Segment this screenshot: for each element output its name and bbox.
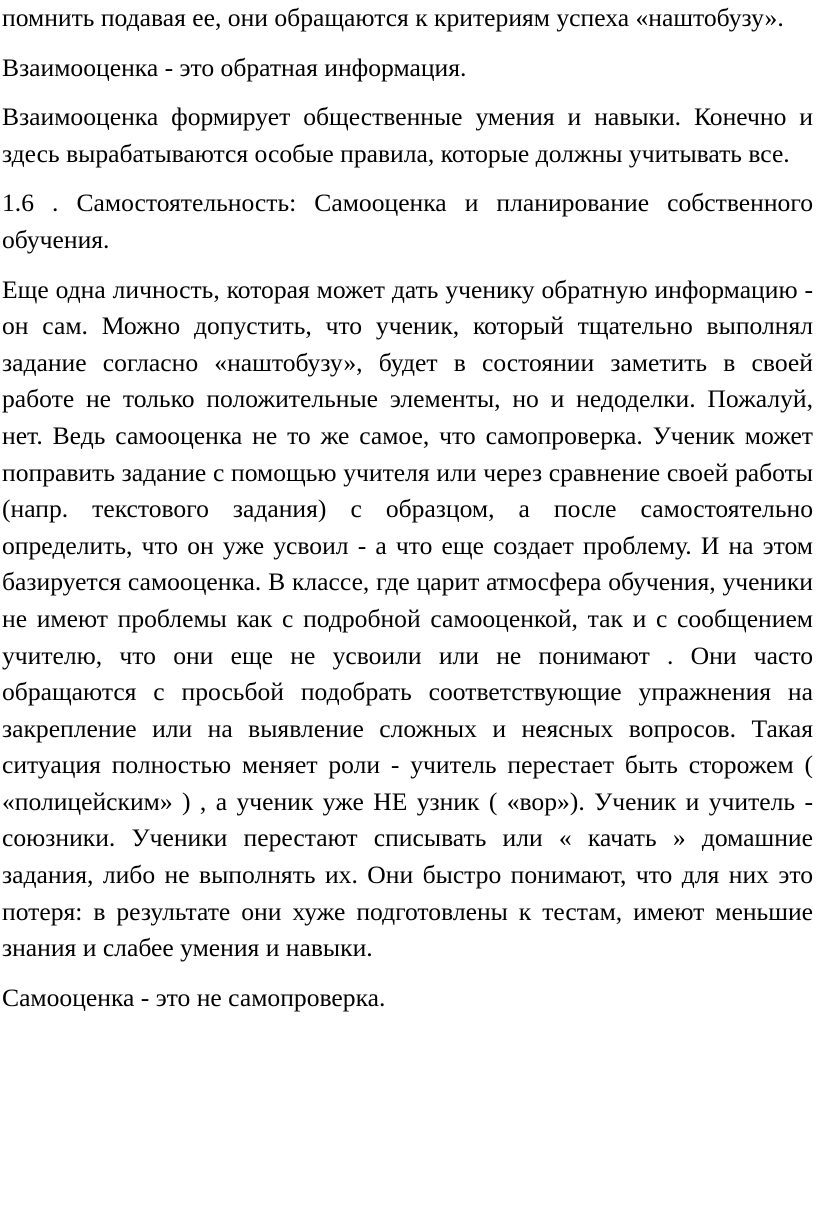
section-heading-independence: 1.6 . Самостоятельность: Самооценка и планирование собственного обучения.	[2, 188, 813, 254]
paragraph-criteria-continuation: помнить подавая ее, они обращаются к критериям успеха «наштобузу».	[2, 3, 784, 32]
paragraph-peer-assessment-skills: Взаимооценка формирует общественные умения и навыки. Конечно и здесь вырабатываются особые правила, которые должны учитывать все.	[2, 102, 813, 168]
paragraph-self-assessment-body: Еще одна личность, которая может дать ученику обратную информацию - он сам. Можно допустить, что ученик, который тщательно выполнял задание согласно «наштобузу», будет в состоянии заметить в своей работе не только положительные элементы, но и недоделки. Пожалуй, нет. Ведь самооценка не то же самое, что самопроверка. Ученик может поправить задание с помощью учителя или через сравнение своей работы (напр. текстового задания) с образцом, а после самостоятельно определить, что он уже усвоил - а что еще создает проблему. И на этом базируется самооценка. В классе, где царит атмосфера обучения, ученики не имеют проблемы как с подробной самооценкой, так и с сообщением учителю, что они еще не усвоили или не понимают . Они часто обращаются с просьбой подобрать соответствующие упражнения на закрепление или на выявление сложных и неясных вопросов. Такая ситуация полностью меняет роли - учитель перестает быть сторожем ( «полицейским» ) , а ученик уже НЕ узник ( «вор»). Ученик и учитель - союзники. Ученики перестают списывать или « качать » домашние задания, либо не выполнять их. Они быстро понимают, что для них это потеря: в результате они хуже подготовлены к тестам, имеют меньшие знания и слабее умения и навыки.	[2, 274, 813, 963]
paragraph-self-assessment-conclusion: Самооценка - это не самопроверка.	[2, 982, 386, 1012]
paragraph-peer-assessment-definition: Взаимооценка - это обратная информация.	[2, 52, 467, 82]
